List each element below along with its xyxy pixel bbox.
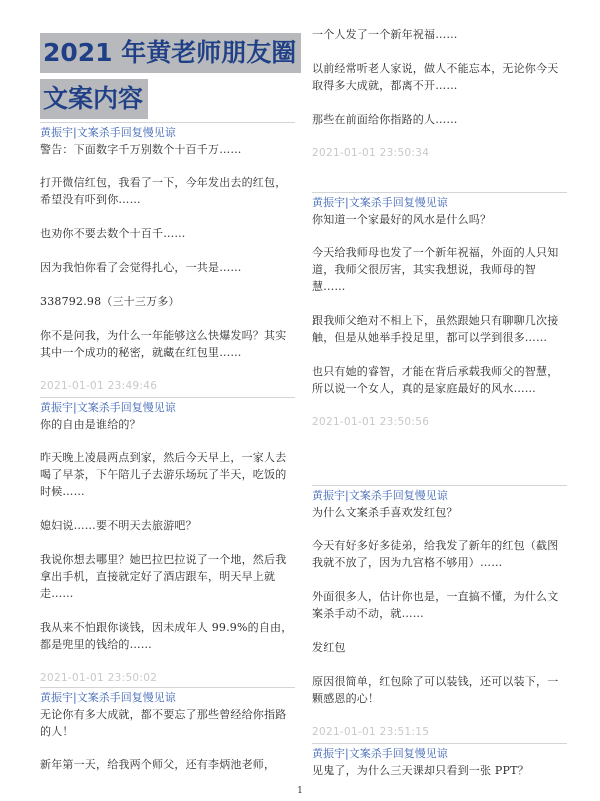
- post-paragraph: 打开微信红包，我看了一下，今年发出去的红包，希望没有吓到你……: [40, 176, 287, 206]
- page-title-line2: 文案内容: [40, 79, 148, 119]
- post-paragraph: 我说你想去哪里？她巴拉巴拉说了一个地，然后我拿出手机，直接就定好了酒店跟车，明天早上就走……: [40, 553, 287, 600]
- post-timestamp: 2021-01-01 23:50:56: [312, 416, 430, 428]
- post-paragraph: 我从来不怕跟你谈钱，因未成年人 99.9%的自由，都是兜里的钱给的……: [40, 621, 293, 651]
- post-card: [40, 122, 295, 394]
- divider: [312, 192, 567, 193]
- post-card: [312, 26, 567, 161]
- post-author: 黄振宇|文案杀手回复慢见谅: [40, 691, 176, 704]
- post-paragraph: 新年第一天，给我两个师父，还有李炳池老师，: [40, 758, 276, 771]
- post-paragraph: 以前经常听老人家说，做人不能忘本，无论你今天取得多大成就，都离不开……: [312, 62, 559, 92]
- divider: [40, 687, 295, 688]
- divider: [312, 485, 567, 486]
- post-card: [40, 687, 295, 790]
- post-author: 黄振宇|文案杀手回复慢见谅: [312, 747, 448, 760]
- post-paragraph: 一个人发了一个新年祝福……: [312, 28, 458, 41]
- divider: [40, 122, 295, 123]
- post-paragraph: 跟我师父绝对不相上下，虽然跟她只有聊聊几次接触，但是从她举手投足里，都可以学到很多……: [312, 314, 559, 344]
- post-paragraph: 你的自由是谁给的？: [40, 418, 141, 431]
- post-paragraph: 警告：下面数字千万别数个十百千万……: [40, 143, 242, 156]
- post-card: [40, 397, 295, 686]
- post-timestamp: 2021-01-01 23:51:15: [312, 726, 430, 738]
- post-author: 黄振宇|文案杀手回复慢见谅: [312, 489, 448, 502]
- post-paragraph: 你知道一个家最好的风水是什么吗？: [312, 213, 492, 226]
- post-author: 黄振宇|文案杀手回复慢见谅: [40, 126, 176, 139]
- post-timestamp: 2021-01-01 23:49:46: [40, 380, 158, 392]
- post-paragraph: 今天有好多好多徒弟，给我发了新年的红包（截图我就不放了，因为九宫格不够用）……: [312, 539, 559, 569]
- post-paragraph: 媳妇说……要不明天去旅游吧？: [40, 519, 197, 532]
- divider: [40, 397, 295, 398]
- post-paragraph: 338792.98（三十三万多）: [40, 295, 180, 308]
- post-paragraph: 无论你有多大成就，都不要忘了那些曾经给你指路的人！: [40, 708, 287, 738]
- post-card: [312, 192, 567, 430]
- page-number: 1: [297, 786, 303, 796]
- post-paragraph: 昨天晚上凌晨两点到家，然后今天早上，一家人去喝了早茶，下午陪儿子去游乐场玩了半天，吃饭的时候……: [40, 451, 287, 498]
- post-paragraph: 今天给我师母也发了一个新年祝福，外面的人只知道，我师父很厉害，其实我想说，我师母的智慧……: [312, 246, 559, 293]
- post-author: 黄振宇|文案杀手回复慢见谅: [40, 401, 176, 414]
- post-paragraph: 你不是问我，为什么一年能够这么快爆发吗？其实其中一个成功的秘密，就藏在红包里……: [40, 329, 287, 359]
- post-paragraph: 为什么文案杀手喜欢发红包？: [312, 506, 458, 519]
- post-paragraph: 也劝你不要去数个十百千……: [40, 227, 186, 240]
- divider: [312, 743, 567, 744]
- post-timestamp: 2021-01-01 23:50:34: [312, 147, 430, 159]
- post-paragraph: 原因很简单，红包除了可以装钱，还可以装下，一颗感恩的心！: [312, 675, 559, 705]
- post-paragraph: 那些在前面给你指路的人……: [312, 113, 458, 126]
- post-timestamp: 2021-01-01 23:50:02: [40, 672, 158, 684]
- post-paragraph: 见鬼了，为什么三天课却只看到一张 PPT？: [312, 764, 529, 777]
- post-author: 黄振宇|文案杀手回复慢见谅: [312, 196, 448, 209]
- post-paragraph: 也只有她的睿智，才能在背后承载我师父的智慧，所以说一个女人，真的是家庭最好的风水……: [312, 365, 559, 395]
- page-title-line1: 2021 年黄老师朋友圈: [40, 33, 301, 73]
- post-paragraph: 因为我怕你看了会觉得扎心，一共是……: [40, 261, 242, 274]
- post-paragraph: 外面很多人，估计你也是，一直搞不懂，为什么文案杀手动不动，就……: [312, 590, 559, 620]
- post-paragraph: 发红包: [312, 641, 346, 654]
- post-card: [312, 485, 567, 740]
